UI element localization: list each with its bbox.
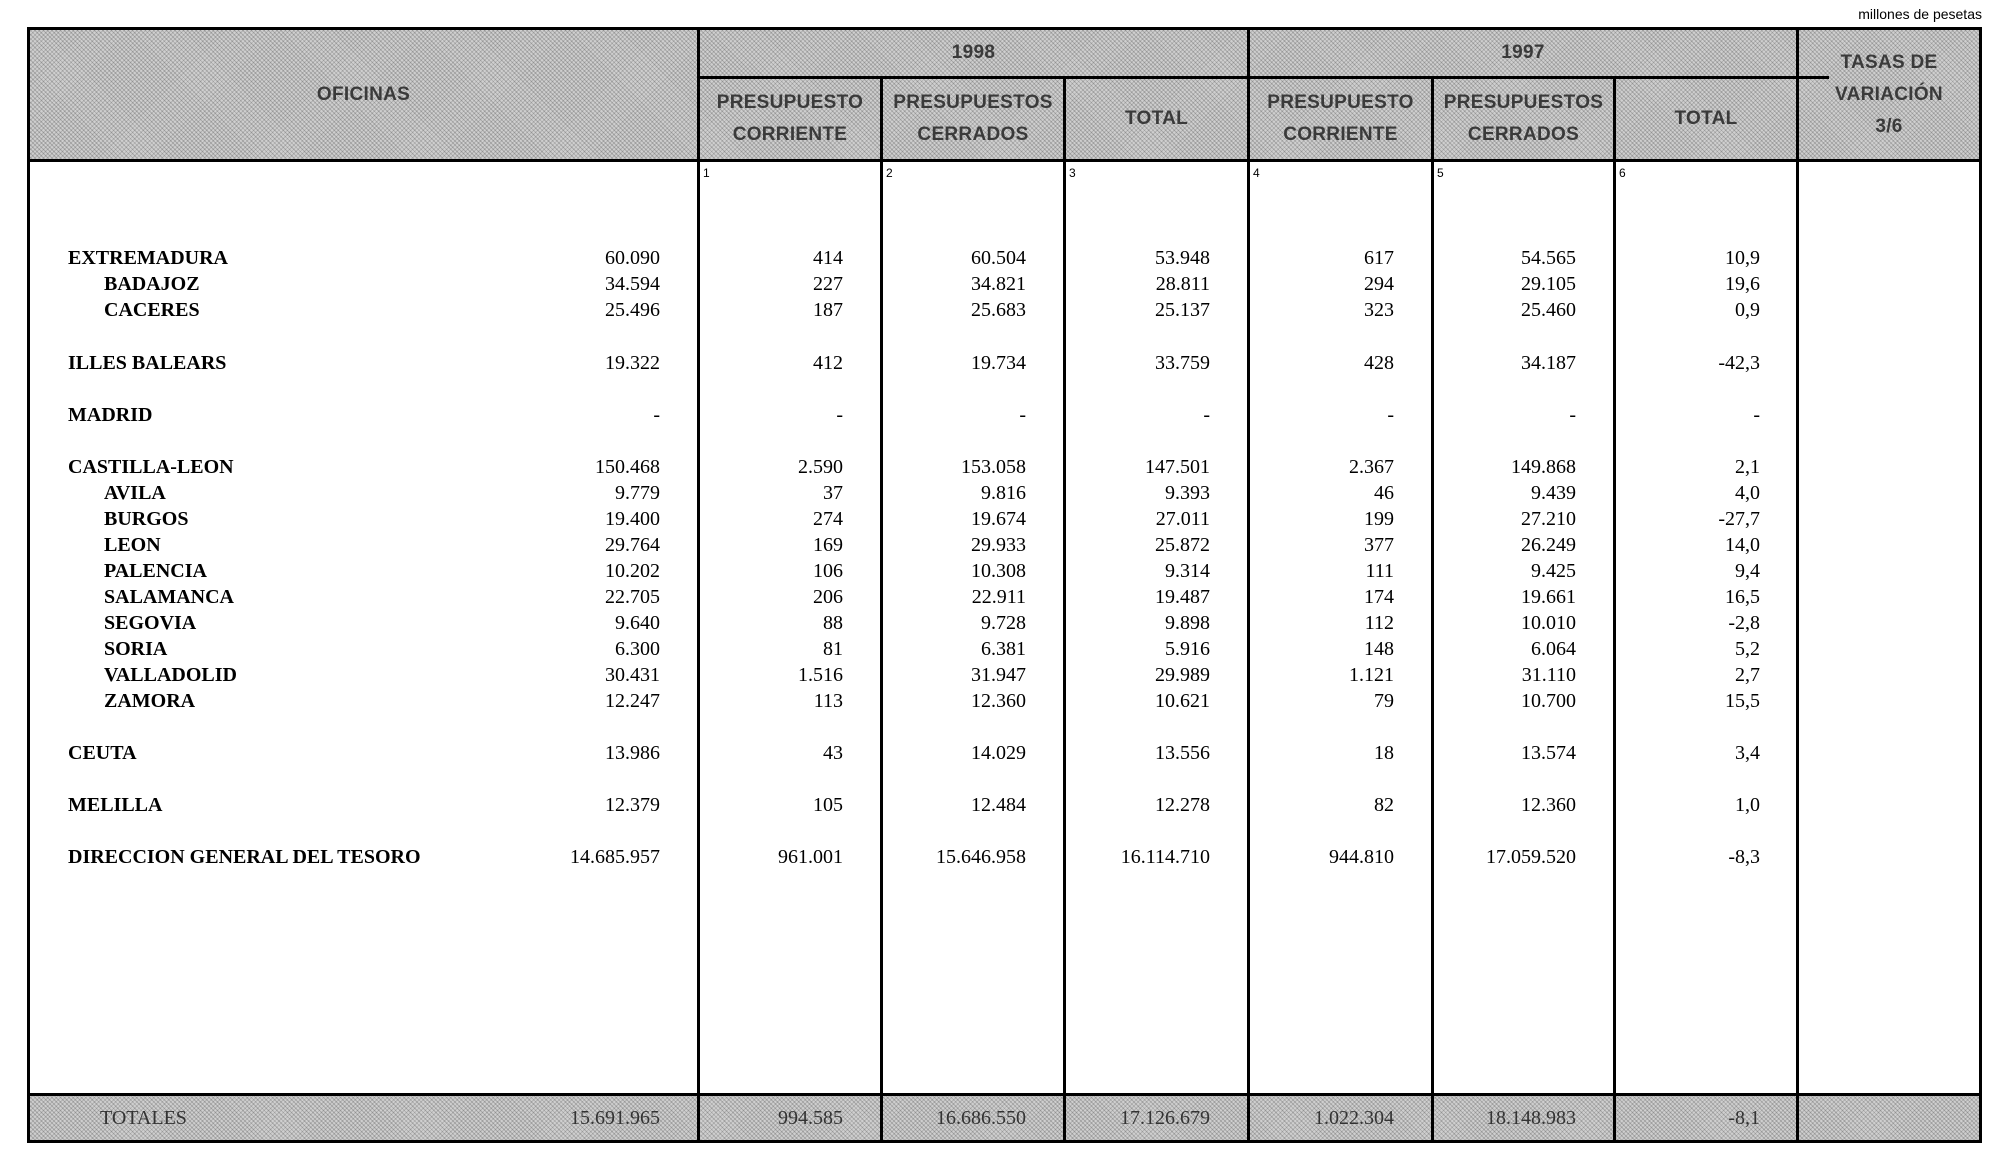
row-value: 4,0 xyxy=(1735,482,1760,504)
row-label: BADAJOZ xyxy=(104,273,200,295)
row-label: DIRECCION GENERAL DEL TESORO xyxy=(68,846,421,868)
row-value: 944.810 xyxy=(1329,846,1394,868)
row-value: 12.379 xyxy=(605,794,660,816)
table-row xyxy=(30,480,1979,506)
header-oficinas: OFICINAS xyxy=(316,83,411,105)
column-number: 2 xyxy=(886,166,893,180)
row-value: 19.674 xyxy=(971,508,1026,530)
row-value: 29.933 xyxy=(971,534,1026,556)
row-value: 150.468 xyxy=(595,456,660,478)
row-value: 28.811 xyxy=(1155,273,1210,295)
row-label: MELILLA xyxy=(68,794,163,816)
row-value: 18 xyxy=(1374,742,1394,764)
row-value: -8,3 xyxy=(1728,846,1760,868)
row-value: 9.728 xyxy=(981,612,1026,634)
row-value: 9.393 xyxy=(1165,482,1210,504)
totals-value: 1.022.304 xyxy=(1314,1107,1394,1129)
row-value: 12.360 xyxy=(971,690,1026,712)
row-value: 617 xyxy=(1364,247,1394,269)
row-value: 111 xyxy=(1365,560,1394,582)
row-label: AVILA xyxy=(104,482,166,504)
table-row xyxy=(30,506,1979,532)
row-value: 1.121 xyxy=(1349,664,1394,686)
row-value: 60.504 xyxy=(971,247,1026,269)
row-value: 428 xyxy=(1364,352,1394,374)
row-value: 9.439 xyxy=(1531,482,1576,504)
row-value: 6.381 xyxy=(981,638,1026,660)
table-row xyxy=(30,844,1979,870)
row-value: 34.187 xyxy=(1521,352,1576,374)
row-value: 9.898 xyxy=(1165,612,1210,634)
column-number: 5 xyxy=(1437,166,1444,180)
row-value: 112 xyxy=(1364,612,1394,634)
row-value: 34.594 xyxy=(605,273,660,295)
column-number: 3 xyxy=(1069,166,1076,180)
row-value: 14.029 xyxy=(971,742,1026,764)
row-value: 12.360 xyxy=(1521,794,1576,816)
row-value: 19.734 xyxy=(971,352,1026,374)
row-value: -42,3 xyxy=(1718,352,1760,374)
table-row xyxy=(30,688,1979,714)
table-row xyxy=(30,792,1979,818)
table-row xyxy=(30,558,1979,584)
row-value: 88 xyxy=(823,612,843,634)
row-value: 33.759 xyxy=(1155,352,1210,374)
row-value: 12.484 xyxy=(971,794,1026,816)
table-row xyxy=(30,532,1979,558)
row-value: - xyxy=(653,404,660,426)
row-value: 25.683 xyxy=(971,299,1026,321)
row-label: EXTREMADURA xyxy=(68,247,228,269)
row-value: - xyxy=(1569,404,1576,426)
row-value: 15.646.958 xyxy=(936,846,1026,868)
row-value: 6.064 xyxy=(1531,638,1576,660)
table-row xyxy=(30,271,1979,297)
header-tasas-variacion xyxy=(1799,30,1979,159)
row-value: 1,0 xyxy=(1735,794,1760,816)
header-line: PRESUPUESTO xyxy=(1267,92,1414,113)
row-value: 31.110 xyxy=(1521,664,1576,686)
row-value: - xyxy=(1387,404,1394,426)
data-table xyxy=(27,27,1982,1143)
row-value: 54.565 xyxy=(1521,247,1576,269)
totals-top-line xyxy=(30,1093,1979,1096)
units-note: millones de pesetas xyxy=(1858,6,1982,22)
row-value: 187 xyxy=(813,299,843,321)
table-row xyxy=(30,350,1979,376)
header-line: CERRADOS xyxy=(917,124,1029,145)
row-value: 13.986 xyxy=(605,742,660,764)
row-value: 9.816 xyxy=(981,482,1026,504)
row-value: 25.460 xyxy=(1521,299,1576,321)
header-year-1997: 1997 xyxy=(1501,42,1545,63)
row-value: 9.779 xyxy=(615,482,660,504)
row-value: 5.916 xyxy=(1165,638,1210,660)
table-row xyxy=(30,636,1979,662)
row-label: ZAMORA xyxy=(104,690,196,712)
row-label: BURGOS xyxy=(104,508,189,530)
header-presupuestos-cerrados-1997 xyxy=(1434,79,1613,159)
row-value: 9.314 xyxy=(1165,560,1210,582)
row-value: 9,4 xyxy=(1735,560,1760,582)
row-label: SEGOVIA xyxy=(104,612,197,634)
row-value: 10.202 xyxy=(605,560,660,582)
row-value: 10,9 xyxy=(1725,247,1760,269)
header-bottom-line xyxy=(30,159,1979,162)
totals-value: 17.126.679 xyxy=(1120,1107,1210,1129)
row-value: 25.872 xyxy=(1155,534,1210,556)
row-value: 105 xyxy=(813,794,843,816)
row-value: 25.496 xyxy=(605,299,660,321)
totals-value: -8,1 xyxy=(1728,1107,1760,1129)
row-value: 60.090 xyxy=(605,247,660,269)
row-value: 19.400 xyxy=(605,508,660,530)
header-line: CORRIENTE xyxy=(732,124,848,145)
row-value: 13.574 xyxy=(1521,742,1576,764)
table-row xyxy=(30,740,1979,766)
row-value: 9.640 xyxy=(615,612,660,634)
row-value: 27.011 xyxy=(1155,508,1210,530)
row-value: 12.247 xyxy=(605,690,660,712)
row-value: 82 xyxy=(1374,794,1394,816)
row-value: 29.105 xyxy=(1521,273,1576,295)
row-value: - xyxy=(836,404,843,426)
row-value: 34.821 xyxy=(971,273,1026,295)
row-value: 5,2 xyxy=(1735,638,1760,660)
header-line: VARIACIÓN xyxy=(1835,83,1943,105)
table-row xyxy=(30,454,1979,480)
table-row xyxy=(30,610,1979,636)
row-value: 31.947 xyxy=(971,664,1026,686)
header-presupuesto-corriente-1997 xyxy=(1250,79,1431,159)
row-value: 43 xyxy=(823,742,843,764)
row-value: 17.059.520 xyxy=(1486,846,1576,868)
row-value: 274 xyxy=(813,508,843,530)
row-value: 174 xyxy=(1364,586,1394,608)
table-row xyxy=(30,245,1979,271)
row-value: 14.685.957 xyxy=(570,846,660,868)
row-value: 9.425 xyxy=(1531,560,1576,582)
row-value: 2,1 xyxy=(1735,456,1760,478)
row-value: 6.300 xyxy=(615,638,660,660)
row-value: -2,8 xyxy=(1728,612,1760,634)
column-number: 4 xyxy=(1253,166,1260,180)
row-value: - xyxy=(1019,404,1026,426)
row-value: 169 xyxy=(813,534,843,556)
row-value: 26.249 xyxy=(1521,534,1576,556)
row-value: 12.278 xyxy=(1155,794,1210,816)
row-label: VALLADOLID xyxy=(104,664,237,686)
totals-label: TOTALES xyxy=(100,1107,187,1129)
row-value: -27,7 xyxy=(1718,508,1760,530)
row-label: CACERES xyxy=(104,299,200,321)
row-label: CEUTA xyxy=(68,742,137,764)
row-value: 377 xyxy=(1364,534,1394,556)
row-value: 106 xyxy=(813,560,843,582)
table-row xyxy=(30,662,1979,688)
totals-value: 994.585 xyxy=(778,1107,843,1129)
row-value: 14,0 xyxy=(1725,534,1760,556)
row-value: 323 xyxy=(1364,299,1394,321)
row-label: SALAMANCA xyxy=(104,586,234,608)
row-value: 2,7 xyxy=(1735,664,1760,686)
row-label: SORIA xyxy=(104,638,168,660)
row-value: 16,5 xyxy=(1725,586,1760,608)
row-value: 206 xyxy=(813,586,843,608)
totals-value: 18.148.983 xyxy=(1486,1107,1576,1129)
row-value: 27.210 xyxy=(1521,508,1576,530)
row-value: 3,4 xyxy=(1735,742,1760,764)
row-value: 961.001 xyxy=(778,846,843,868)
row-label: PALENCIA xyxy=(104,560,207,582)
row-value: 79 xyxy=(1374,690,1394,712)
row-value: 19.661 xyxy=(1521,586,1576,608)
row-value: 10.010 xyxy=(1521,612,1576,634)
row-value: 2.590 xyxy=(798,456,843,478)
header-year-1998: 1998 xyxy=(951,42,996,63)
row-value: 147.501 xyxy=(1145,456,1210,478)
row-value: 113 xyxy=(813,690,843,712)
row-value: 15,5 xyxy=(1725,690,1760,712)
row-value: 149.868 xyxy=(1511,456,1576,478)
totals-value: 15.691.965 xyxy=(570,1107,660,1129)
row-value: 414 xyxy=(813,247,843,269)
row-value: 19.487 xyxy=(1155,586,1210,608)
row-value: 29.989 xyxy=(1155,664,1210,686)
header-line: 3/6 xyxy=(1875,115,1903,137)
header-total-1997: TOTAL xyxy=(1674,108,1738,129)
row-value: 19.322 xyxy=(605,352,660,374)
table-row xyxy=(30,402,1979,428)
row-value: 199 xyxy=(1364,508,1394,530)
row-value: 153.058 xyxy=(961,456,1026,478)
row-value: 0,9 xyxy=(1735,299,1760,321)
row-value: 81 xyxy=(823,638,843,660)
row-value: 412 xyxy=(813,352,843,374)
header-line: CERRADOS xyxy=(1467,124,1580,145)
row-value: 148 xyxy=(1364,638,1394,660)
row-value: 13.556 xyxy=(1155,742,1210,764)
table-row xyxy=(30,297,1979,323)
row-value: 1.516 xyxy=(798,664,843,686)
header-line: CORRIENTE xyxy=(1283,124,1398,145)
column-number: 1 xyxy=(703,166,710,180)
row-value: 294 xyxy=(1364,273,1394,295)
row-value: 30.431 xyxy=(605,664,660,686)
row-value: 2.367 xyxy=(1349,456,1394,478)
row-value: 10.621 xyxy=(1155,690,1210,712)
row-value: 29.764 xyxy=(605,534,660,556)
row-value: 46 xyxy=(1374,482,1394,504)
row-value: 25.137 xyxy=(1155,299,1210,321)
row-value: 10.308 xyxy=(971,560,1026,582)
row-value: 22.705 xyxy=(605,586,660,608)
row-value: 37 xyxy=(823,482,843,504)
column-number: 6 xyxy=(1619,166,1626,180)
header-line: PRESUPUESTOS xyxy=(1443,92,1604,113)
header-line: PRESUPUESTO xyxy=(716,92,864,113)
row-label: ILLES BALEARS xyxy=(68,352,227,374)
row-value: 19,6 xyxy=(1725,273,1760,295)
row-value: 16.114.710 xyxy=(1120,846,1210,868)
row-value: 227 xyxy=(813,273,843,295)
row-value: 10.700 xyxy=(1521,690,1576,712)
row-value: 53.948 xyxy=(1155,247,1210,269)
header-line: PRESUPUESTOS xyxy=(893,92,1053,113)
header-presupuestos-cerrados-1998 xyxy=(883,79,1063,159)
header-total-1998: TOTAL xyxy=(1124,108,1189,129)
row-value: - xyxy=(1203,404,1210,426)
row-value: 22.911 xyxy=(971,586,1026,608)
row-label: LEON xyxy=(104,534,161,556)
header-presupuesto-corriente-1998 xyxy=(700,79,880,159)
row-label: MADRID xyxy=(68,404,153,426)
table-row xyxy=(30,584,1979,610)
row-label: CASTILLA-LEON xyxy=(68,456,234,478)
header-line: TASAS DE xyxy=(1840,51,1938,73)
totals-value: 16.686.550 xyxy=(936,1107,1026,1129)
row-value: - xyxy=(1753,404,1760,426)
